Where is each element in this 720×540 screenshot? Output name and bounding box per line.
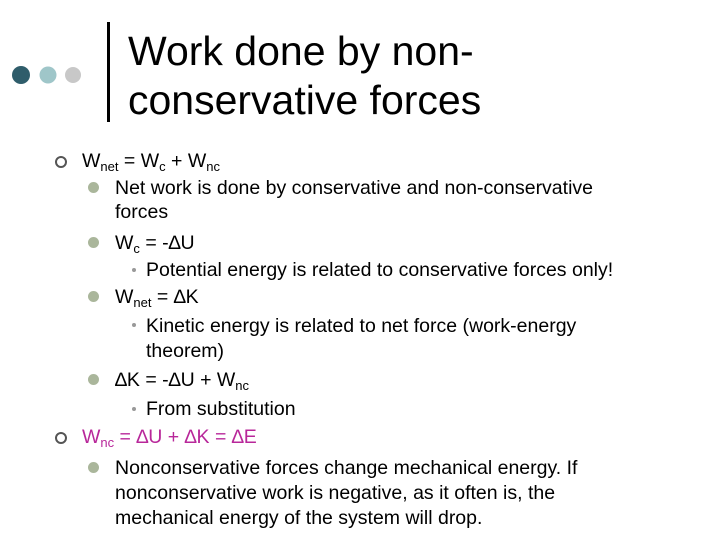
list-item: $\Delta K = -\Delta U + W_{nc}$ [115,369,250,393]
dot-bullet-icon [88,237,99,248]
small-bullet-icon [132,323,136,327]
list-item: $W_{nc} = \Delta U + \Delta K = \Delta E$ [82,426,257,450]
list-item: From substitution [146,398,296,420]
list-item-continuation: forces [115,201,169,223]
dot-bullet-icon [88,462,99,473]
list-item: $W_{net} = W_c + W_{nc}$ [82,150,220,174]
list-item: Kinetic energy is related to net force (work-energy [146,315,577,337]
dot-bullet-icon [88,374,99,385]
list-item-continuation: nonconservative work is negative, as it often is, the [115,482,556,504]
small-bullet-icon [132,268,136,272]
list-item: Potential energy is related to conservative forces only! [146,259,614,281]
list-item: Net work is done by conservative and non-conservative [115,177,593,199]
list-item-continuation: theorem) [146,340,225,362]
dot-bullet-icon [88,291,99,302]
list-item: Nonconservative forces change mechanical energy. If [115,457,578,479]
small-bullet-icon [132,407,136,411]
title-line-2: conservative forces [128,77,482,123]
title-line-1: Work done by non- [128,28,474,74]
ring-bullet-icon [55,432,67,444]
ring-bullet-icon [55,156,67,168]
list-item-continuation: mechanical energy of the system will drop. [115,507,483,529]
dot-bullet-icon [88,182,99,193]
list-item: $W_{net} = \Delta K$ [115,286,199,310]
list-item: $W_c = -\Delta U$ [115,232,195,256]
